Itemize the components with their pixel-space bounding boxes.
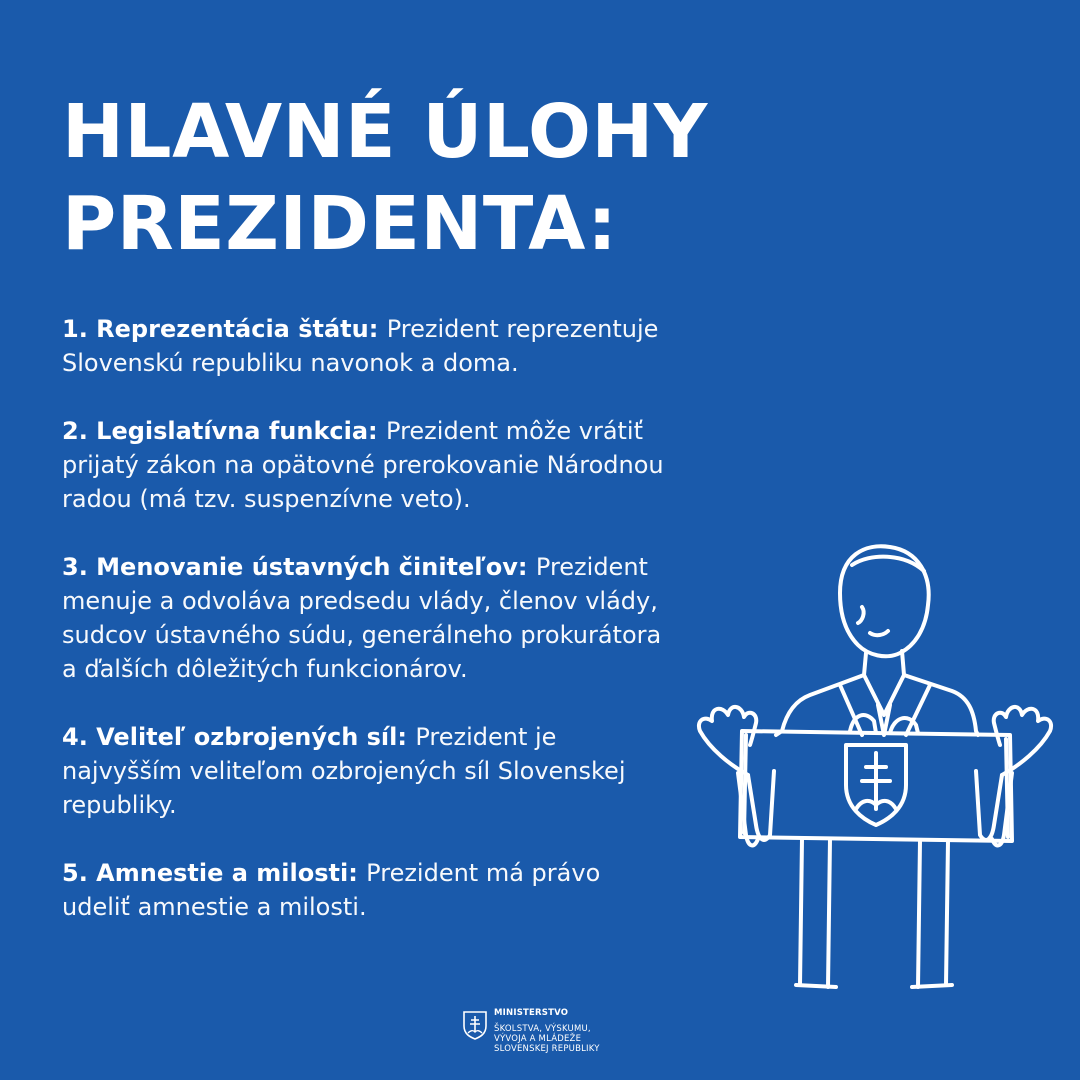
title-line-2: PREZIDENTA: [62, 181, 618, 267]
president-at-podium-icon [690, 535, 1060, 995]
logo-line-1: MINISTERSTVO [494, 1008, 569, 1018]
task-heading: 3. Menovanie ústavných činiteľov: [62, 553, 536, 581]
task-heading: 4. Veliteľ ozbrojených síl: [62, 723, 416, 751]
head-icon [840, 546, 929, 675]
task-heading: 1. Reprezentácia štátu: [62, 315, 387, 343]
task-description: Prezident má právo udeliť amnestie a milosti. [62, 859, 601, 921]
task-item [62, 312, 672, 380]
coat-of-arms-icon [846, 745, 906, 825]
task-heading: 5. Amnestie a milosti: [62, 859, 367, 887]
task-item [62, 414, 672, 516]
task-description: Prezident je najvyšším veliteľom ozbrojených síl Slovenskej republiky. [62, 723, 626, 819]
ministry-logo [462, 1008, 642, 1064]
coat-of-arms-icon [462, 1010, 488, 1040]
task-description: Prezident môže vrátiť prijatý zákon na opätovné prerokovanie Národnou radou (má tzv. suspenzívne veto). [62, 417, 664, 513]
task-description: Prezident menuje a odvoláva predsedu vlády, členov vlády, sudcov ústavného súdu, generálneho prokurátora a ďalších dôležitých funkcionárov. [62, 553, 662, 683]
page-title [62, 86, 708, 270]
task-list [62, 312, 672, 958]
left-hand-icon [699, 707, 774, 845]
task-description: Prezident reprezentuje Slovenskú republiku navonok a doma. [62, 315, 659, 377]
task-item [62, 720, 672, 822]
suit-icon [776, 675, 978, 735]
title-line-1: HLAVNÉ ÚLOHY [62, 89, 708, 175]
logo-line-4: SLOVENSKEJ REPUBLIKY [494, 1044, 600, 1054]
task-item [62, 550, 672, 686]
logo-line-3: VÝVOJA A MLÁDEŽE [494, 1034, 582, 1044]
logo-line-2: ŠKOLSTVA, VÝSKUMU, [494, 1024, 591, 1034]
task-item [62, 856, 672, 924]
task-heading: 2. Legislatívna funkcia: [62, 417, 387, 445]
